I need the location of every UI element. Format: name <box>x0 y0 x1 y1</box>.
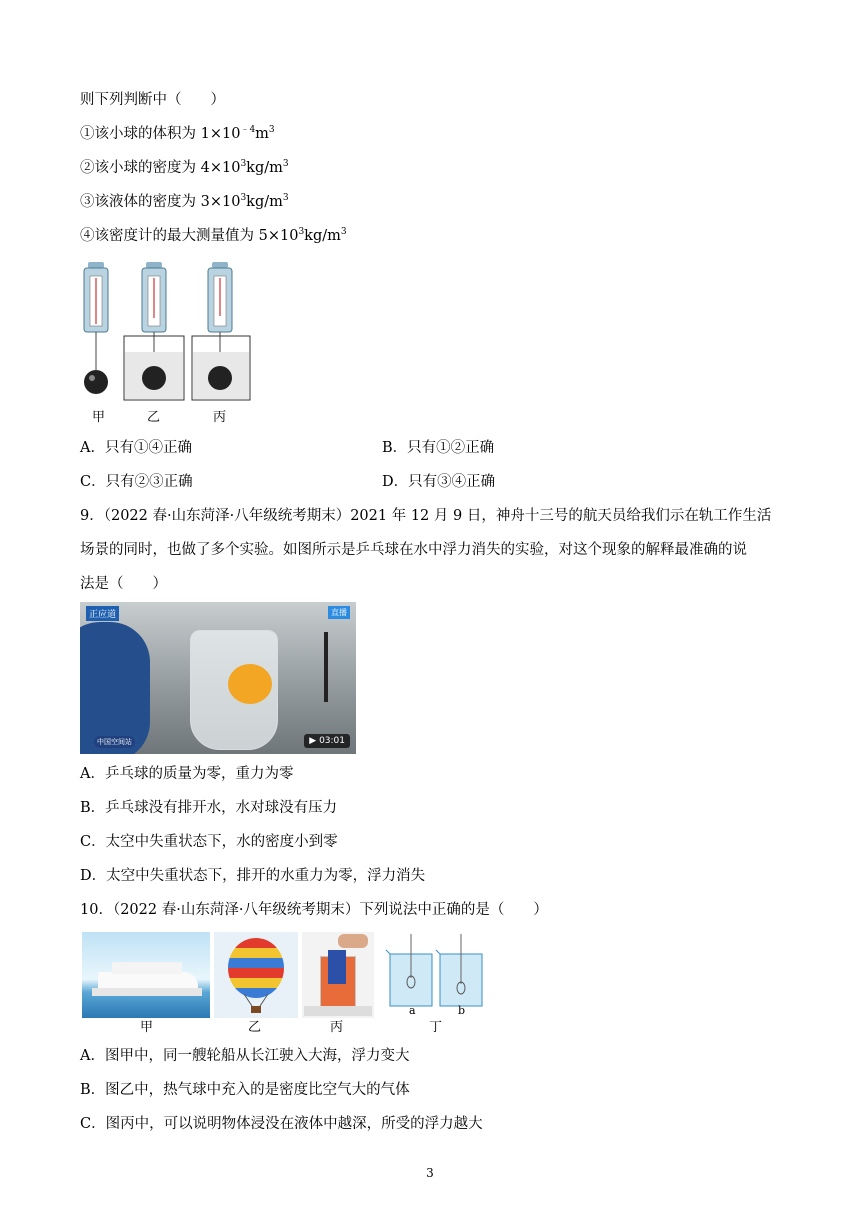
q9-option-c: C．太空中失重状态下，水的密度小到零 <box>80 834 338 850</box>
spring-scale-yi <box>124 262 184 400</box>
hot-air-balloon-photo <box>214 932 298 1018</box>
q9-option-a: A．乒乓球的质量为零，重力为零 <box>80 766 294 782</box>
beaker-label-a: a <box>409 1004 416 1017</box>
page-number: 3 <box>426 1166 434 1180</box>
q10-option-c: C．图丙中，可以说明物体浸没在液体中越深，所受的浮力越大 <box>80 1116 483 1132</box>
q8-option-b: B．只有①②正确 <box>382 440 495 456</box>
ship-photo <box>82 932 210 1018</box>
q9-option-d: D．太空中失重状态下，排开的水重力为零，浮力消失 <box>80 868 426 884</box>
spring-scale-bing <box>192 262 250 400</box>
live-badge: 直播 <box>328 606 350 619</box>
video-caption: 中国空间站 <box>94 736 135 748</box>
q10-stem: 10．（2022 春·山东菏泽·八年级统考期末）下列说法中正确的是（ ） <box>80 902 548 918</box>
q9-stem-line-3: 法是（ ） <box>80 576 167 592</box>
q8-option-a: A．只有①④正确 <box>80 440 192 456</box>
beaker-hand-photo <box>302 932 374 1018</box>
statement-2: ②该小球的密度为 $4\times 10^3kg/m^3$ <box>80 159 289 176</box>
q10-option-a: A．图甲中，同一艘轮船从长江驶入大海，浮力变大 <box>80 1048 410 1064</box>
beakers-figure-ding <box>384 932 488 1018</box>
q8-option-c: C．只有②③正确 <box>80 474 193 490</box>
video-duration[interactable]: ▶ 03:01 <box>304 734 350 748</box>
q9-option-b: B．乒乓球没有排开水，水对球没有压力 <box>80 800 338 816</box>
video-channel-tag: 正应道 <box>86 606 119 621</box>
fig10-label-yi: 乙 <box>248 1020 262 1035</box>
statement-1: ①该小球的体积为 $1\times 10^{﹣4}m^3$ <box>80 125 275 142</box>
q9-stem-line-2: 场景的同时，也做了多个实验。如图所示是乒乓球在水中浮力消失的实验，对这个现象的解释最准确的说 <box>80 542 747 558</box>
beaker-b <box>436 934 482 1006</box>
beaker-a <box>386 934 432 1006</box>
q8-intro: 则下列判断中（ ） <box>80 92 225 108</box>
fig10-label-jia: 甲 <box>140 1020 154 1035</box>
q10-option-b: B．图乙中，热气球中充入的是密度比空气大的气体 <box>80 1082 410 1098</box>
fig8-label-bing: 丙 <box>213 410 227 425</box>
statement-3: ③该液体的密度为 $3\times 10^3kg/m^3$ <box>80 193 289 210</box>
fig10-label-bing: 丙 <box>330 1020 344 1035</box>
fig8-label-yi: 乙 <box>147 410 161 425</box>
q9-stem-line-1: 9．（2022 春·山东菏泽·八年级统考期末）2021 年 12 月 9 日，神舟十三号的航天员给我们示在轨工作生活 <box>80 508 772 524</box>
spring-scale-jia <box>84 262 108 394</box>
spring-scale-figure <box>76 258 256 428</box>
beaker-label-b: b <box>458 1004 466 1017</box>
ping-pong-ball <box>228 664 272 704</box>
fig8-label-jia: 甲 <box>92 410 106 425</box>
q8-option-d: D．只有③④正确 <box>382 474 496 490</box>
statement-4: ④该密度计的最大测量值为 $5\times 10^3kg/m^3$ <box>80 227 347 244</box>
fig10-label-ding: 丁 <box>429 1020 443 1035</box>
space-station-video <box>80 602 356 754</box>
